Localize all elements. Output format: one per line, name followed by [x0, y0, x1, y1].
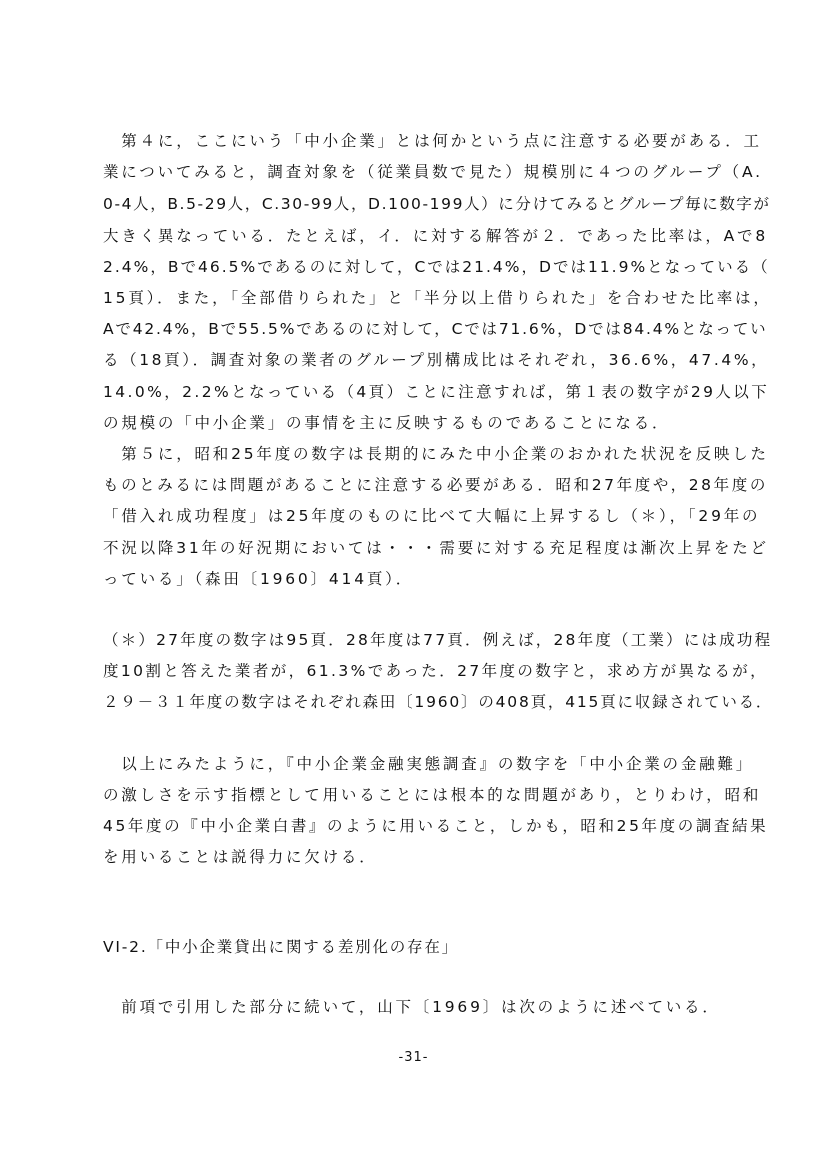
text-line: っている」（森田〔1960〕414頁）．	[103, 570, 415, 588]
text-line: 14.0%，2.2%となっている（4頁）ことに注意すれば，第１表の数字が29人以下	[103, 383, 770, 401]
section-heading: VI-2.「中小企業貸出に関する差別化の存在」	[103, 938, 459, 956]
text-line: 業についてみると，調査対象を（従業員数で見た）規模別に４つのグループ（A.	[103, 163, 763, 181]
text-line: の規模の「中小企業」の事情を主に反映するものであることになる．	[103, 414, 671, 432]
footnote-line: ２９－３１年度の数字はそれぞれ森田〔1960〕の408頁，415頁に収録されている．	[103, 693, 774, 711]
text-line: る（18頁）．調査対象の業者のグループ別構成比はそれぞれ，36.6%，47.4%，	[103, 351, 770, 369]
text-line: 2.4%，Bで46.5%であるのに対して，Cでは21.4%，Dでは11.9%となっている（	[103, 258, 770, 276]
page-number: -31-	[398, 1050, 429, 1065]
footnote-line: （＊）27年度の数字は95頁．28年度は77頁．例えば，28年度（工業）には成功程	[103, 631, 773, 649]
text-line: 15頁）．また，「全部借りられた」と「半分以上借りられた」を合わせた比率は，	[103, 289, 772, 307]
text-line: 不況以降31年の好況期においては・・・需要に対する充足程度は漸次上昇をたど	[103, 539, 769, 557]
text-line: 以上にみたように，『中小企業金融実態調査』の数字を「中小企業の金融難」	[103, 755, 755, 773]
text-line: 第５に，昭和25年度の数字は長期的にみた中小企業のおかれた状況を反映した	[103, 445, 769, 463]
text-line: 大きく異なっている．たとえば，イ．に対する解答が２．であった比率は，Aで8	[103, 227, 769, 245]
text-line: を用いることは説得力に欠ける．	[103, 848, 378, 866]
text-line: Aで42.4%，Bで55.5%であるのに対して，Cでは71.6%，Dでは84.4%となってい	[103, 320, 768, 338]
text-line: 第４に，ここにいう「中小企業」とは何かという点に注意する必要がある．工	[103, 132, 762, 150]
text-line: 45年度の『中小企業白書』のように用いること，しかも，昭和25年度の調査結果	[103, 817, 769, 835]
footnote-line: 度10割と答えた業者が，61.3%であった．27年度の数字と，求め方が異なるが，	[103, 662, 769, 680]
section-intro: 前項で引用した部分に続いて，山下〔1969〕は次のように述べている．	[103, 998, 721, 1016]
text-line: ものとみるには問題があることに注意する必要がある．昭和27年度や，28年度の	[103, 476, 768, 494]
text-line: 0-4人，B.5-29人，C.30-99人，D.100-199人）に分けてみるとグループ毎に数字が	[103, 195, 771, 213]
text-line: 「借入れ成功程度」は25年度のものに比べて大幅に上昇するし（＊），「29年の	[103, 507, 761, 525]
text-line: の激しさを示す指標として用いることには根本的な問題があり，とりわけ，昭和	[103, 786, 762, 804]
